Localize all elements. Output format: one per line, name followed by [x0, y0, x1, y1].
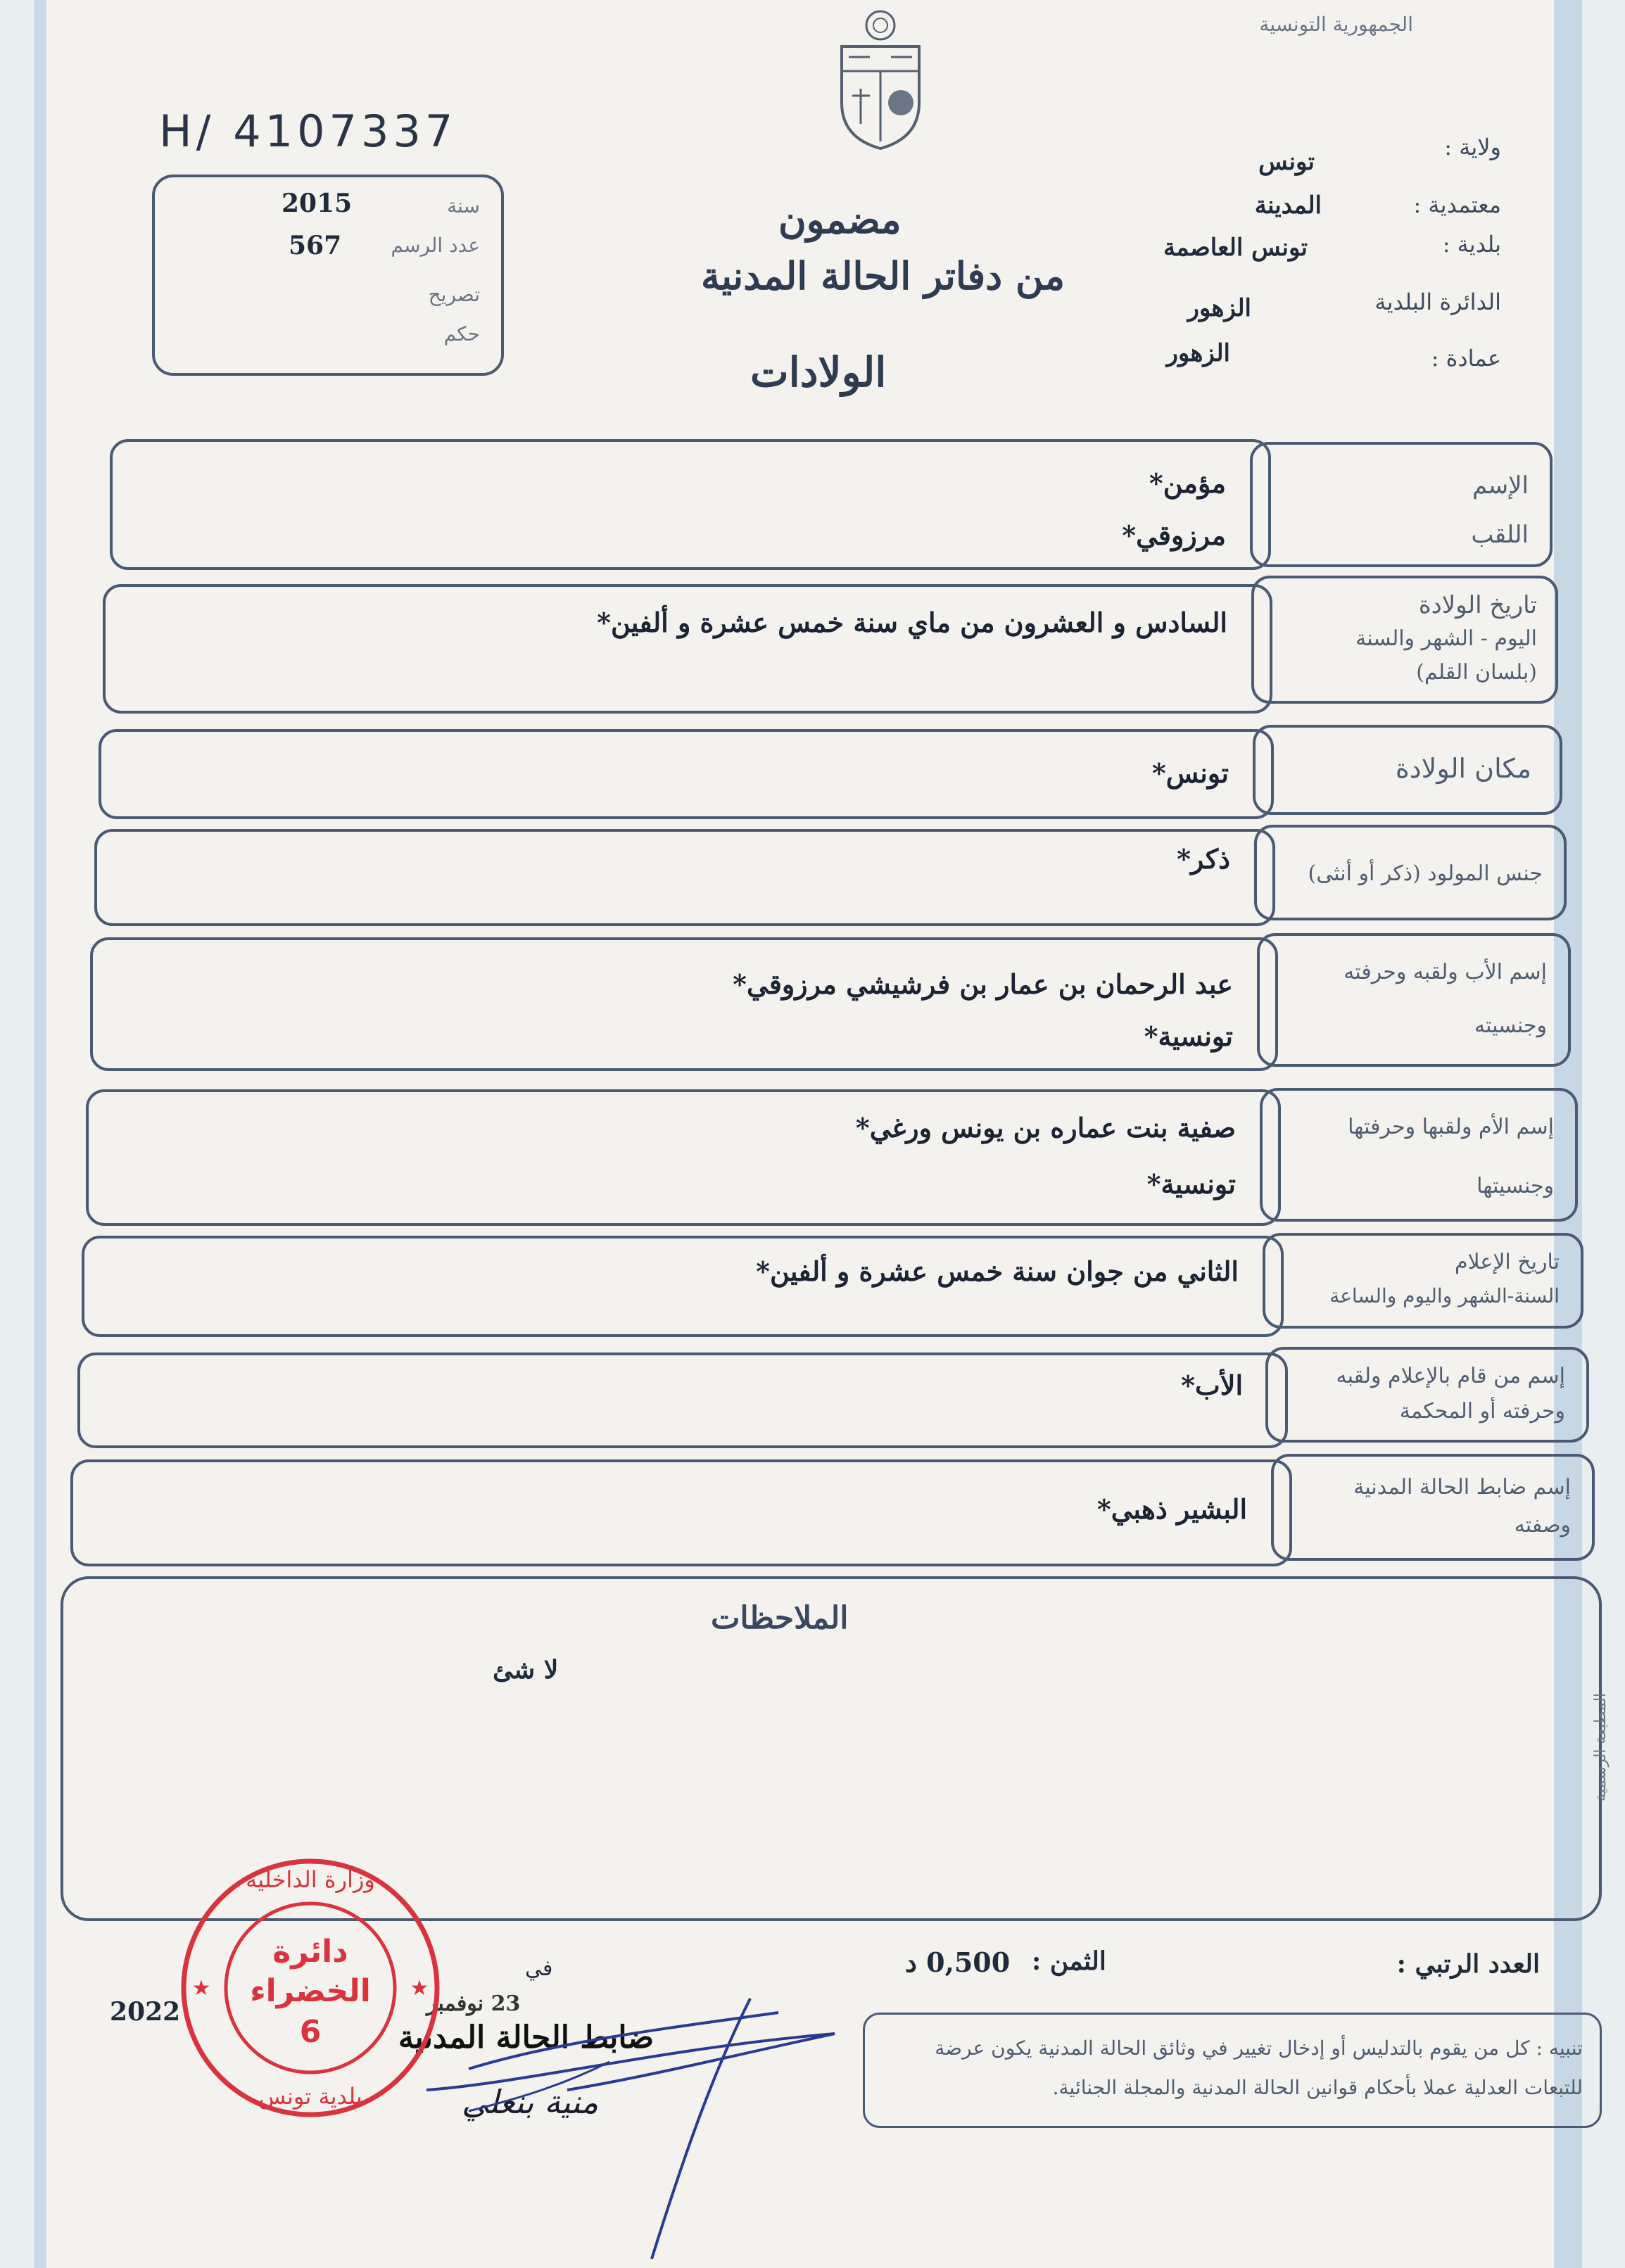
value-cell-officer: [70, 1459, 1292, 1566]
value-cell-declaration-date: [82, 1236, 1284, 1337]
value-cell-declarant: [77, 1352, 1288, 1448]
officer-value: البشير ذهبي*: [1096, 1493, 1247, 1525]
declarant-value: الأب*: [1181, 1369, 1243, 1401]
stamp-outer-bottom: بلدية تونس: [258, 2083, 362, 2110]
birth-place-value: تونس*: [1151, 757, 1229, 789]
official-stamp-icon: [173, 1851, 448, 2125]
serial-order-label: العدد الرتبي :: [1396, 1949, 1540, 1979]
label-birth-date-format: اليوم - الشهر والسنة: [1355, 626, 1537, 651]
officer-signature-title: ضابط الحالة المدنية: [398, 2020, 655, 2055]
value-cell-sex: [94, 829, 1275, 926]
last-name-value: مرزوقي*: [1122, 519, 1226, 551]
officer-signature-name: منية بنعلي: [462, 2083, 599, 2121]
stamp-outer-top: وزارة الداخلية: [246, 1866, 375, 1893]
label-in-words: (بلسان القلم): [1416, 660, 1537, 685]
label-birth-place: مكان الولادة: [1395, 753, 1531, 784]
baladia-value: تونس العاصمة: [1163, 234, 1308, 262]
label-cell-officer: [1271, 1454, 1595, 1561]
motamadia-value: المدينة: [1254, 191, 1322, 220]
label-mother: إسم الأم ولقبها وحرفتها: [1348, 1115, 1554, 1139]
label-birth-date: تاريخ الولادة: [1418, 591, 1537, 619]
value-cell-mother: [86, 1089, 1281, 1226]
year-label: سنة: [447, 194, 480, 217]
warning-box: [863, 2013, 1602, 2128]
stamp-line1: دائرة: [272, 1934, 348, 1970]
label-cell-birth-date: [1251, 576, 1558, 704]
value-cell-name: [110, 439, 1271, 570]
omada-label: عمادة :: [1431, 345, 1501, 372]
republic-title: الجمهورية التونسية: [1259, 13, 1413, 36]
father-nationality-value: تونسية*: [1144, 1020, 1233, 1052]
judgment-label: حكم: [443, 322, 480, 346]
stamp-line2: الخضراء: [250, 1973, 371, 2009]
signature-icon: [384, 1984, 919, 2266]
stamp-star-right: ★: [410, 1976, 429, 2001]
daira-value: الزهور: [1187, 294, 1251, 322]
label-sex: جنس المولود (ذكر أو أنثى): [1308, 861, 1543, 886]
wilaya-value: تونس: [1258, 148, 1315, 176]
label-cell-mother: [1260, 1088, 1578, 1222]
value-cell-birth-place: [99, 729, 1274, 819]
issue-date-day: 23 نوفمبر: [426, 1991, 521, 2016]
value-cell-birth-date: [103, 584, 1272, 714]
label-father-nationality: وجنسيته: [1474, 1013, 1547, 1038]
declaration-label: تصريح: [428, 283, 480, 306]
stamp-star-left: ★: [191, 1976, 211, 2001]
stamp-number: 6: [299, 2014, 322, 2050]
date-fi: في: [525, 1956, 553, 1981]
price-value: 0,500 د: [905, 1946, 1011, 1978]
notes-value: لا شئ: [493, 1655, 559, 1685]
notes-title: الملاحظات: [711, 1600, 849, 1636]
birth-date-value: السادس و العشرون من ماي سنة خمس عشرة و ألفين*: [597, 607, 1227, 638]
sex-value: ذكر*: [1177, 843, 1230, 875]
label-declarant: إسم من قام بالإعلام ولقبه: [1336, 1364, 1565, 1388]
mother-nationality-value: تونسية*: [1146, 1168, 1236, 1200]
label-officer-title: وصفته: [1514, 1513, 1571, 1538]
label-cell-declaration-date: [1263, 1233, 1583, 1329]
mother-value: صفية بنت عماره بن يونس ورغي*: [855, 1112, 1236, 1143]
label-declarant-occupation: وحرفته أو المحكمة: [1399, 1399, 1565, 1424]
motamadia-label: معتمدية :: [1413, 191, 1501, 218]
label-declaration-date: تاريخ الإعلام: [1454, 1250, 1560, 1274]
record-number-value: 567: [289, 231, 342, 260]
father-value: عبد الرحمان بن عمار بن فرشيشي مرزوقي*: [733, 968, 1233, 1000]
label-cell-name: [1250, 442, 1553, 567]
warning-text: تنبيه : كل من يقوم بالتدليس أو إدخال تغيير في وثائق الحالة المدنية يكون عرضة للتبعات العدلية عملا بأحكام قوانين الحالة المدنية والمجلة الجنائية.: [935, 2036, 1583, 2099]
section-title-births: الولادات: [750, 348, 887, 396]
record-number-label: عدد الرسم: [391, 234, 480, 257]
label-officer: إسم ضابط الحالة المدنية: [1353, 1475, 1571, 1500]
declaration-date-value: الثاني من جوان سنة خمس عشرة و ألفين*: [756, 1255, 1239, 1287]
label-cell-sex: [1254, 825, 1567, 920]
printer-side-text: المطبعة الرسمية: [1592, 1692, 1610, 1801]
label-mother-nationality: وجنسيتها: [1477, 1174, 1554, 1198]
price-label: الثمن :: [1032, 1946, 1106, 1976]
value-cell-father: [90, 937, 1278, 1071]
register-info-box: [152, 175, 504, 376]
first-name-value: مؤمن*: [1149, 467, 1226, 499]
wilaya-label: ولاية :: [1444, 134, 1501, 160]
baladia-label: بلدية :: [1442, 231, 1501, 258]
daira-label: الدائرة البلدية: [1374, 289, 1501, 315]
year-value: 2015: [282, 189, 353, 218]
label-last-name: اللقب: [1471, 521, 1529, 549]
doc-title: مضمون: [778, 197, 902, 242]
label-first-name: الإسم: [1472, 471, 1529, 500]
label-cell-birth-place: [1253, 725, 1562, 815]
doc-subtitle: من دفاتر الحالة المدنية: [701, 253, 1066, 298]
label-cell-declarant: [1265, 1347, 1589, 1443]
coat-of-arms-icon: [828, 4, 933, 152]
document-paper: [34, 0, 1610, 2268]
label-declaration-date-format: السنة-الشهر واليوم والساعة: [1329, 1284, 1560, 1307]
label-cell-father: [1257, 933, 1571, 1067]
label-father: إسم الأب ولقبه وحرفته: [1343, 960, 1547, 984]
issue-year: 2022: [110, 1997, 181, 2027]
serial-number: H/ 4107337: [159, 106, 457, 157]
omada-value: الزهور: [1166, 339, 1230, 367]
